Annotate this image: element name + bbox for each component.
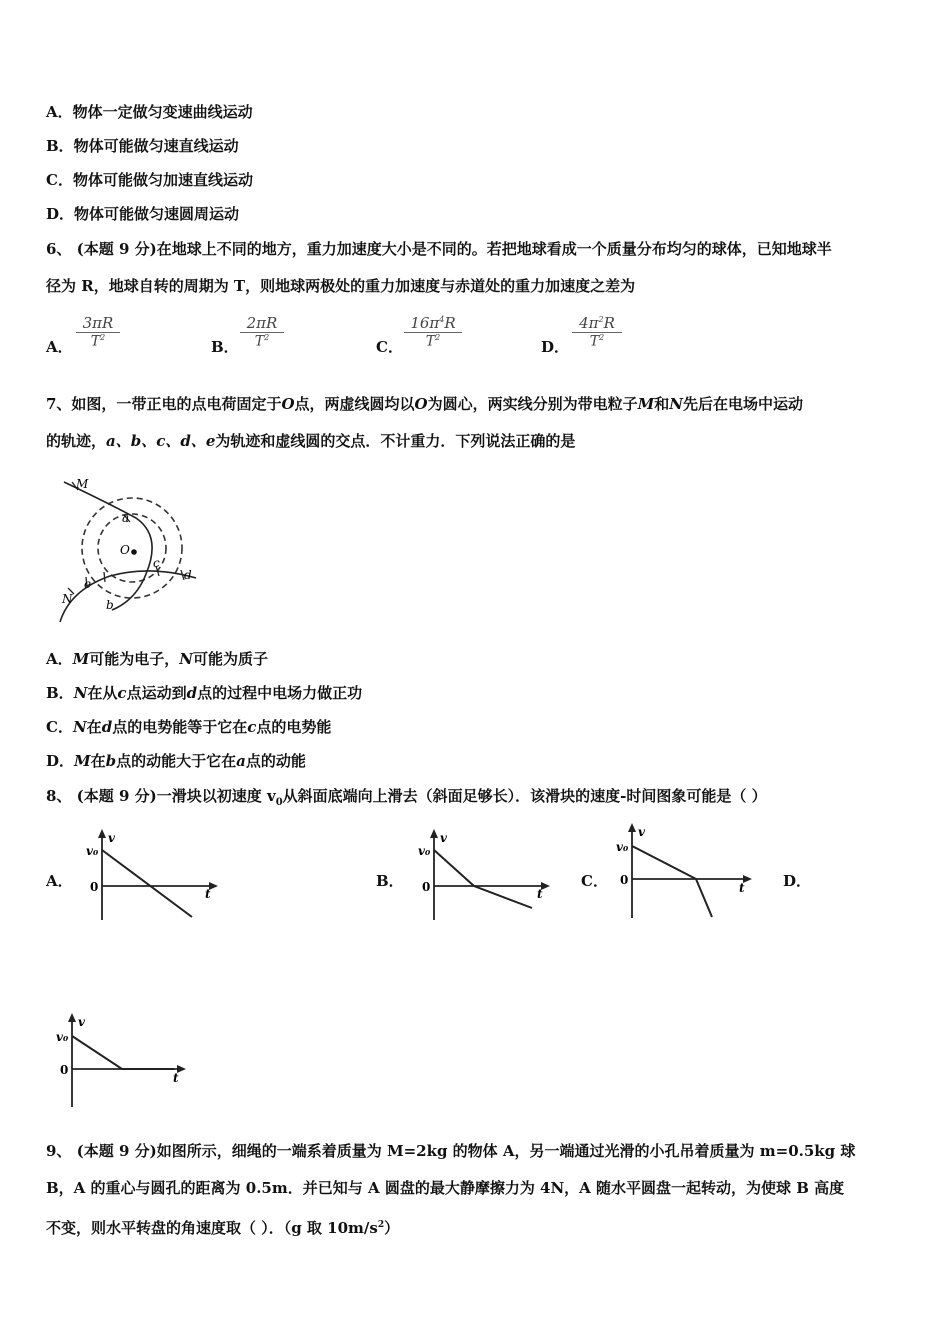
q8-graph-b	[414, 828, 556, 924]
q6-option-c-numerator: 16π	[410, 314, 440, 332]
q7-option-c: C．N在d点的电势能等于它在c点的电势能	[46, 718, 332, 736]
label-b: b	[106, 598, 114, 612]
q7-option-d: D．M在b点的动能大于它在a点的动能	[46, 752, 306, 770]
svg-text:t: t	[537, 887, 543, 901]
q5-option-b: B．物体可能做匀速直线运动	[46, 137, 239, 155]
q6-option-b-label: B．	[211, 338, 239, 356]
q6-option-b-denominator: T	[254, 333, 265, 350]
svg-text:0: 0	[422, 880, 431, 894]
q8-graph-a	[82, 828, 224, 924]
trajectory-n	[60, 571, 196, 622]
svg-text:t: t	[739, 881, 745, 895]
outer-dashed-circle	[82, 498, 182, 598]
svg-text:v: v	[78, 1015, 85, 1029]
q8-option-c-label: C．	[581, 872, 608, 890]
q6-option-b-fraction: $\frac{2\pi R}{T^2}$	[240, 314, 284, 350]
svg-text:v₀: v₀	[56, 1030, 69, 1044]
q6-option-a-denominator: T	[90, 333, 101, 350]
q7-option-b: B．N在从c点运动到d点的过程中电场力做正功	[46, 684, 363, 702]
q6-option-a-numerator: 3πR	[76, 314, 120, 333]
svg-text:v₀: v₀	[616, 840, 629, 854]
q6-option-d-numerator: 4π	[579, 314, 599, 332]
svg-text:v: v	[108, 831, 115, 845]
svg-text:v: v	[440, 831, 447, 845]
q8-option-d-label: D．	[783, 872, 812, 890]
label-o: O	[120, 543, 130, 557]
q8-option-b-label: B．	[376, 872, 404, 890]
label-c: c	[153, 556, 160, 570]
q6-option-b-numerator: 2πR	[240, 314, 284, 333]
q6-stem-line2: 径为 R，地球自转的周期为 T，则地球两极处的重力加速度与赤道处的重力加速度之差为	[46, 277, 636, 295]
q8-stem: 8、 (本题 9 分)一滑块以初速度 $v_0$从斜面底端向上滑去（斜面足够长）．该滑块的速度-时间图象可能是（ ）	[46, 787, 767, 808]
q7-option-a: A．M可能为电子，N可能为质子	[46, 650, 268, 668]
svg-text:0: 0	[60, 1063, 69, 1077]
q5-option-a: A．物体一定做匀变速曲线运动	[46, 103, 253, 121]
q7-field-diagram	[50, 470, 210, 635]
q6-option-a-fraction: $\frac{3\pi R}{T^2}$	[76, 314, 120, 350]
svg-text:v₀: v₀	[86, 844, 99, 858]
q8-graph-c	[612, 822, 762, 922]
q6-option-d-numerator-r: R	[603, 314, 615, 332]
q5-option-d: D．物体可能做匀速圆周运动	[46, 205, 240, 223]
q9-stem-line3: 不变，则水平转盘的角速度取（ ）．（g 取 $10m/s^2$）	[46, 1219, 400, 1237]
q7-stem-line2: 的轨迹，a、b、c、d、e为轨迹和虚线圆的交点．不计重力．下列说法正确的是	[46, 432, 576, 450]
q9-stem-line2: B，A 的重心与圆孔的距离为 0.5m．并已知与 A 圆盘的最大静摩擦力为 4N，A 随水平圆盘一起转动，为使球 B 高度	[46, 1179, 845, 1197]
svg-text:t: t	[205, 887, 211, 901]
point-charge-o	[131, 549, 137, 555]
svg-text:0: 0	[90, 880, 99, 894]
q8-graph-d	[52, 1012, 194, 1110]
q6-option-c-numerator-r: R	[444, 314, 456, 332]
q5-option-c: C．物体可能做匀加速直线运动	[46, 171, 253, 189]
label-d: d	[184, 568, 192, 582]
q8-option-a-label: A．	[46, 872, 73, 890]
svg-text:v₀: v₀	[418, 844, 431, 858]
q6-option-d-label: D．	[541, 338, 570, 356]
q9-stem-line1: 9、 (本题 9 分)如图所示，细绳的一端系着质量为 M=2kg 的物体 A，另一端通过光滑的小孔吊着质量为 m=0.5kg 球	[46, 1142, 856, 1160]
q6-option-c-denominator: T	[425, 333, 436, 350]
trajectory-m	[64, 482, 152, 610]
q7-stem-line1: 7、如图，一带正电的点电荷固定于O点，两虚线圆均以O为圆心，两实线分别为带电粒子M和N先后在电场中运动	[46, 395, 803, 413]
svg-text:t: t	[173, 1071, 179, 1085]
label-a: a	[122, 511, 130, 525]
q6-option-c-label: C．	[376, 338, 403, 356]
q6-option-d-denominator: T	[589, 333, 600, 350]
q6-option-a-label: A．	[46, 338, 73, 356]
q6-option-d-fraction: $\frac{4\pi^2R}{T^2}$	[572, 314, 622, 350]
label-n: N	[62, 592, 73, 606]
label-m: M	[76, 477, 89, 491]
svg-text:v: v	[638, 825, 645, 839]
q6-stem-line1: 6、 (本题 9 分)在地球上不同的地方，重力加速度大小是不同的。若把地球看成一个质量分布均匀的球体，已知地球半	[46, 240, 832, 258]
q6-option-c-fraction: $\frac{16\pi^4R}{T^2}$	[404, 314, 462, 350]
label-e: e	[84, 577, 92, 591]
svg-text:0: 0	[620, 873, 629, 887]
